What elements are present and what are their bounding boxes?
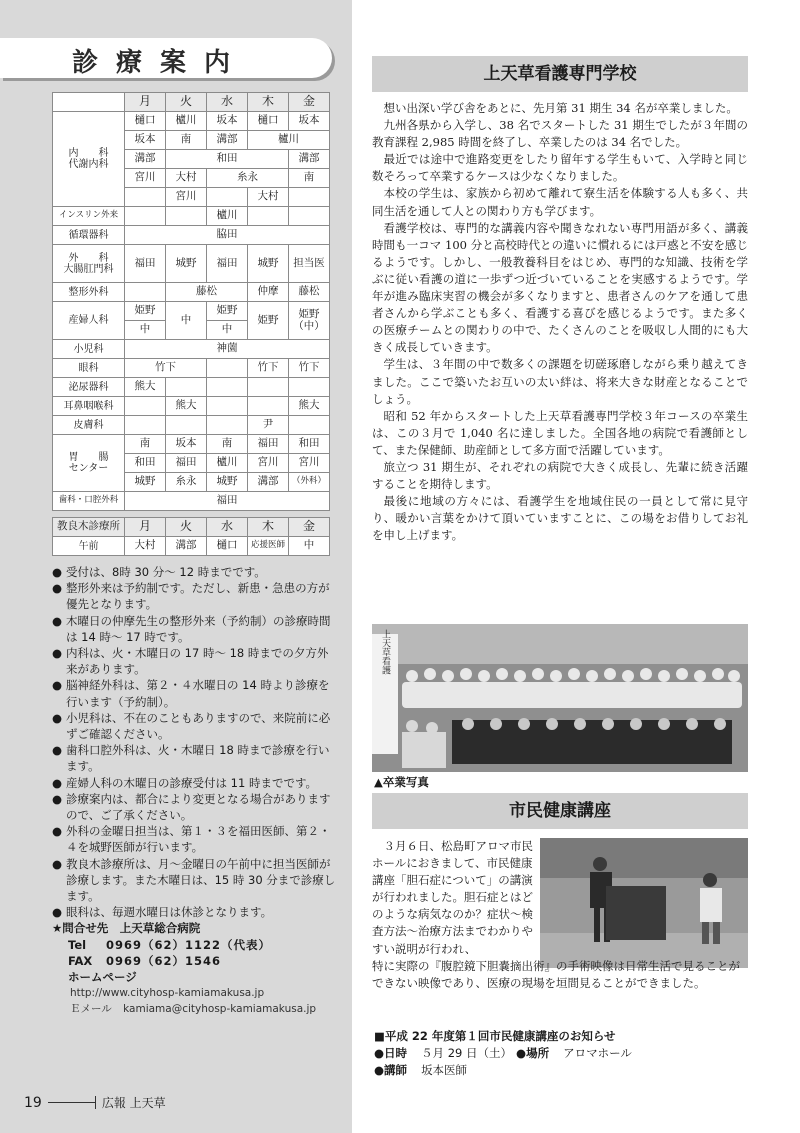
homepage-link[interactable]: http://www.cityhosp-kamiamakusa.jp: [70, 987, 265, 1000]
table-row: [53, 226, 330, 245]
doctor-cell: 坂本: [125, 131, 166, 150]
doctor-cell: 中: [289, 537, 330, 556]
page-title-bar: [0, 38, 332, 78]
list-item: ● 受付は、8時 30 分～ 12 時までです。: [52, 565, 266, 579]
day-header: 木: [248, 518, 289, 537]
day-header: 水: [207, 518, 248, 537]
doctor-cell: 福田: [207, 245, 248, 283]
doctor-cell: 大村: [166, 169, 207, 188]
school-heading: 上天草看護専門学校: [483, 64, 637, 84]
doctor-cell: 坂本: [207, 112, 248, 131]
bullet-icon: ●: [52, 613, 63, 628]
paragraph: 看護学校は、専門的な講義内容や聞きなれない専門用語が多く、講義時間も一コマ 100 分と高校時代との違いに慣れるには戸惑と不安を感じるようです。しかし、一般教養科目をはじめ、専門的な知識、技術を学ぶに従い看護の道に一歩ずつ近づいていることを実感するようです。学年が進み臨床実習の機会が多くなりますと、患者さんのケアを通して患者さんから学ぶことも多く、看護する喜びを感じるようです。また多くの医療チームとの関わりの中で、たくさんのことを吸収し人間的にも大きく成長していきます。: [372, 220, 748, 355]
kyoragi-header: 教良木診療所: [53, 518, 125, 537]
place-label: ●場所: [516, 1046, 550, 1060]
doctor-cell: 応援医師: [248, 537, 289, 556]
school-heading-bar: [372, 56, 748, 92]
bullet-icon: ●: [52, 646, 63, 661]
doctor-cell: 溝部: [207, 131, 248, 150]
tel-number: 0969（62）1122（代表）: [106, 937, 272, 952]
doctor-cell: 溝部: [248, 473, 289, 492]
list-item: ● 小児科は、不在のこともありますので、来院前に必ずご確認ください。: [52, 710, 331, 742]
list-item: ● 脳神経外科は、第２・４水曜日の 14 時より診療を行います（予約制）。: [52, 678, 330, 709]
dept-sanfu: 産婦人科: [53, 302, 125, 340]
doctor-cell: 福田: [166, 454, 207, 473]
doctor-cell: 南: [166, 131, 207, 150]
doctor-cell: 脇田: [125, 226, 330, 245]
fax-label: FAX: [68, 953, 93, 968]
doctor-cell: 担当医: [289, 245, 330, 283]
paragraph: ３月６日、松島町アロマ市民ホールにおきまして、市民健康講座「胆石症について」の講演が行われました。胆石症とはどのような病気なのか？症状～検査方法～治療方法までわかりやすい説明が行われ、: [372, 839, 533, 956]
table-row: [53, 537, 330, 556]
bullet-icon: ●: [52, 710, 63, 725]
doctor-cell: 樋口: [207, 537, 248, 556]
doctor-cell: 櫨川: [166, 112, 207, 131]
paragraph: 想い出深い学び舎をあとに、先月第 31 期生 34 名が卒業しました。: [383, 101, 738, 115]
schedule-table: [52, 92, 330, 511]
contact-block: [52, 920, 336, 1017]
lecturer-value: 坂本医師: [421, 1063, 468, 1077]
doctor-cell: 宮川: [248, 454, 289, 473]
list-item: ● 産婦人科の木曜日の診療受付は 11 時までです。: [52, 775, 318, 790]
bullet-icon: ●: [52, 775, 63, 790]
doctor-cell: 福田: [125, 492, 330, 511]
fax-number: 0969（62）1546: [106, 953, 222, 968]
doctor-cell: 竹下: [125, 359, 207, 378]
doctor-cell: 溝部: [166, 537, 207, 556]
doctor-cell: 樋口: [125, 112, 166, 131]
paragraph: 九州各県から入学し、38 名でスタートした 31 期生でしたが３年間の教育課程 2,985 時間を終了し、卒業したのは 34 名でした。: [372, 118, 748, 150]
list-item: ● 教良木診療所は、月～金曜日の午前中に担当医師が診療します。また木曜日は、15 時 30 分まで診療します。: [52, 856, 336, 904]
paragraph: 本校の学生は、家族から初めて離れて寮生活を体験する人も多く、共同生活を通して人との関わり方も学びます。: [372, 186, 748, 218]
doctor-cell: 南: [207, 435, 248, 454]
table-row: [53, 518, 330, 537]
doctor-cell: 溝部: [289, 150, 330, 169]
doctor-cell: 和田: [166, 150, 289, 169]
paragraph: 学生は、３年間の中で数多くの課題を切磋琢磨しながら乗り越えてきました。ここで築いたお互いの太い絆は、将来大きな財産となることでしょう。: [372, 357, 748, 406]
doctor-cell: 城野: [166, 245, 207, 283]
day-header: 火: [166, 93, 207, 112]
school-article: [372, 100, 748, 544]
doctor-cell: 樋口: [248, 112, 289, 131]
email-row: [52, 1001, 336, 1017]
doctor-cell: 坂本: [289, 112, 330, 131]
doctor-cell: 糸永: [207, 169, 289, 188]
lecture-article: [372, 838, 748, 992]
dept-junkan: 循環器科: [53, 226, 125, 245]
date-value: ５月 29 日（土）: [421, 1046, 513, 1060]
doctor-cell: 大村: [248, 188, 289, 207]
tel-row: [52, 937, 336, 953]
lecture-notice: [374, 1028, 632, 1079]
dept-seikei: 整形外科: [53, 283, 125, 302]
table-row: [53, 302, 330, 321]
paragraph: 昭和 52 年からスタートした上天草看護専門学校３年コースの卒業生は、この３月で 1,040 名に達しました。全国各地の病院で看護師として、また保健師、助産師として多方面で活躍しています。: [372, 408, 748, 457]
lecturer-label: ●講師: [374, 1063, 408, 1077]
list-item: ● 整形外来は予約制です。ただし、新患・急患の方が優先となります。: [52, 581, 330, 612]
lecture-heading: 市民健康講座: [509, 801, 611, 821]
page-footer: [24, 1094, 166, 1111]
table-row: [53, 283, 330, 302]
dept-hifu: 皮膚科: [53, 416, 125, 435]
doctor-cell: 大村: [125, 537, 166, 556]
footer-divider: [48, 1102, 96, 1103]
doctor-cell: 姫野: [125, 302, 166, 321]
notice-date-place: [374, 1045, 632, 1062]
table-row: [53, 416, 330, 435]
doctor-cell: 南: [125, 435, 166, 454]
table-row: [53, 492, 330, 511]
table-row: [53, 359, 330, 378]
left-column: [0, 0, 352, 1133]
table-row: [53, 378, 330, 397]
page-title: 診療案内: [72, 48, 249, 78]
doctor-cell: 南: [289, 169, 330, 188]
doctor-cell: 和田: [289, 435, 330, 454]
dept-shoni: 小児科: [53, 340, 125, 359]
notes-list: [52, 564, 336, 1018]
doctor-cell: （外科）: [289, 473, 330, 492]
doctor-cell: 櫨川: [207, 207, 248, 226]
dept-shika: 歯科・口腔外科: [53, 492, 125, 511]
dept-ganka: 眼科: [53, 359, 125, 378]
list-item: ● 内科は、火・木曜日の 17 時～ 18 時までの夕方外来があります。: [52, 646, 329, 677]
doctor-cell: 姫野: [248, 302, 289, 340]
doctor-cell: 糸永: [166, 473, 207, 492]
doctor-cell: 宮川: [289, 454, 330, 473]
list-item: ● 歯科口腔外科は、火・木曜日 18 時まで診療を行います。: [52, 743, 330, 774]
doctor-cell: 溝部: [125, 150, 166, 169]
bullet-icon: ●: [52, 743, 63, 758]
table-row: [53, 245, 330, 283]
date-label: ●日時: [374, 1046, 408, 1060]
doctor-cell: 尹: [248, 416, 289, 435]
bullet-icon: ●: [52, 565, 63, 579]
dept-hinyo: 泌尿器科: [53, 378, 125, 397]
photo-caption: ▲卒業写真: [374, 775, 429, 789]
dept-geka: 外 科 大腸肛門科: [53, 245, 125, 283]
doctor-cell: 宮川: [125, 169, 166, 188]
email-link[interactable]: kamiama@cityhosp-kamiamakusa.jp: [123, 1003, 317, 1016]
graduation-photo: [372, 624, 748, 772]
svg-text:上天草看護: 上天草看護: [380, 629, 390, 675]
lecture-heading-bar: [372, 793, 748, 829]
paragraph: 最近では途中で進路変更をしたり留年する学生もいて、入学時と同じ数そろって卒業するケースは少なくなりました。: [372, 152, 748, 184]
doctor-cell: 姫野 （中）: [289, 302, 330, 340]
list-item: ● 眼科は、毎週水曜日は休診となります。: [52, 905, 273, 920]
dept-jibi: 耳鼻咽喉科: [53, 397, 125, 416]
schedule-header-row: [53, 93, 330, 112]
doctor-cell: 神薗: [125, 340, 330, 359]
day-header: 火: [166, 518, 207, 537]
doctor-cell: 櫨川: [248, 131, 330, 150]
homepage-label: ホームページ: [68, 970, 137, 985]
table-row: [53, 397, 330, 416]
doctor-cell: 城野: [248, 245, 289, 283]
bullet-icon: ●: [52, 856, 63, 871]
day-header: 月: [125, 93, 166, 112]
doctor-cell: 和田: [125, 454, 166, 473]
doctor-cell: 仲摩: [248, 283, 289, 302]
email-label: Ｅメール: [70, 1003, 112, 1016]
day-header: 月: [125, 518, 166, 537]
notice-lecturer: [374, 1062, 632, 1079]
dept-ichou: 胃 腸 センター: [53, 435, 125, 492]
doctor-cell: 中: [125, 321, 166, 340]
doctor-cell: 中: [207, 321, 248, 340]
list-item: ● 診療案内は、都合により変更となる場合がありますので、ご了承ください。: [52, 791, 331, 823]
bullet-icon: ●: [52, 791, 63, 806]
doctor-cell: 姫野: [207, 302, 248, 321]
graduation-photo-image: [372, 624, 748, 772]
doctor-cell: 竹下: [289, 359, 330, 378]
table-row: [53, 435, 330, 454]
magazine-name: 広報 上天草: [101, 1096, 166, 1110]
doctor-cell: 城野: [125, 473, 166, 492]
bullet-icon: ●: [52, 905, 63, 920]
doctor-cell: 熊大: [166, 397, 207, 416]
doctor-cell: 櫨川: [207, 454, 248, 473]
doctor-cell: 竹下: [248, 359, 289, 378]
doctor-cell: 藤松: [289, 283, 330, 302]
doctor-cell: 宮川: [166, 188, 207, 207]
place-value: アロマホール: [563, 1046, 632, 1060]
tel-label: Tel: [68, 937, 87, 952]
contact-heading: ★問合せ先 上天草総合病院: [52, 921, 201, 936]
kyoragi-row-label: 午前: [53, 537, 125, 556]
doctor-cell: 中: [166, 302, 207, 340]
fax-row: [52, 953, 336, 969]
paragraph: 旅立つ 31 期生が、それぞれの病院で大きく成長し、先輩に続き活躍することを期待します。: [372, 459, 748, 492]
doctor-cell: 福田: [125, 245, 166, 283]
doctor-cell: 熊大: [289, 397, 330, 416]
doctor-cell: 坂本: [166, 435, 207, 454]
bullet-icon: ●: [52, 824, 63, 839]
list-item: ● 木曜日の仲摩先生の整形外来（予約制）の診療時間は 14 時～ 17 時です。: [52, 613, 331, 644]
dept-naika: 内 科 代謝内科: [53, 112, 125, 207]
bullet-icon: ●: [52, 581, 63, 596]
doctor-cell: 城野: [207, 473, 248, 492]
paragraph: 特に実際の『腹腔鏡下胆嚢摘出術』の手術映像は日常生活で見ることができない映像であり、医療の現場を垣間見ることができました。: [372, 958, 740, 990]
day-header: 水: [207, 93, 248, 112]
notice-title: ■平成 22 年度第１回市民健康講座のお知らせ: [374, 1029, 616, 1043]
day-header: 金: [289, 93, 330, 112]
list-item: ● 外科の金曜日担当は、第１・３を福田医師、第２・４を城野医師が行います。: [52, 824, 331, 855]
paragraph: 最後に地域の方々には、看護学生を地域住民の一員として常に見守り、暖かい言葉をかけて頂いていますことに、この場をお借りしてお礼を申し上げます。: [372, 494, 748, 543]
doctor-cell: 藤松: [166, 283, 248, 302]
doctor-cell: 福田: [248, 435, 289, 454]
bullet-icon: ●: [52, 678, 63, 693]
day-header: 金: [289, 518, 330, 537]
page-number: 19: [24, 1094, 42, 1111]
day-header: 木: [248, 93, 289, 112]
doctor-cell: 熊大: [125, 378, 166, 397]
table-row: [53, 340, 330, 359]
table-row: [53, 207, 330, 226]
dept-insulin: インスリン外来: [53, 207, 125, 226]
kyoragi-table: [52, 517, 330, 556]
table-row: [53, 112, 330, 131]
